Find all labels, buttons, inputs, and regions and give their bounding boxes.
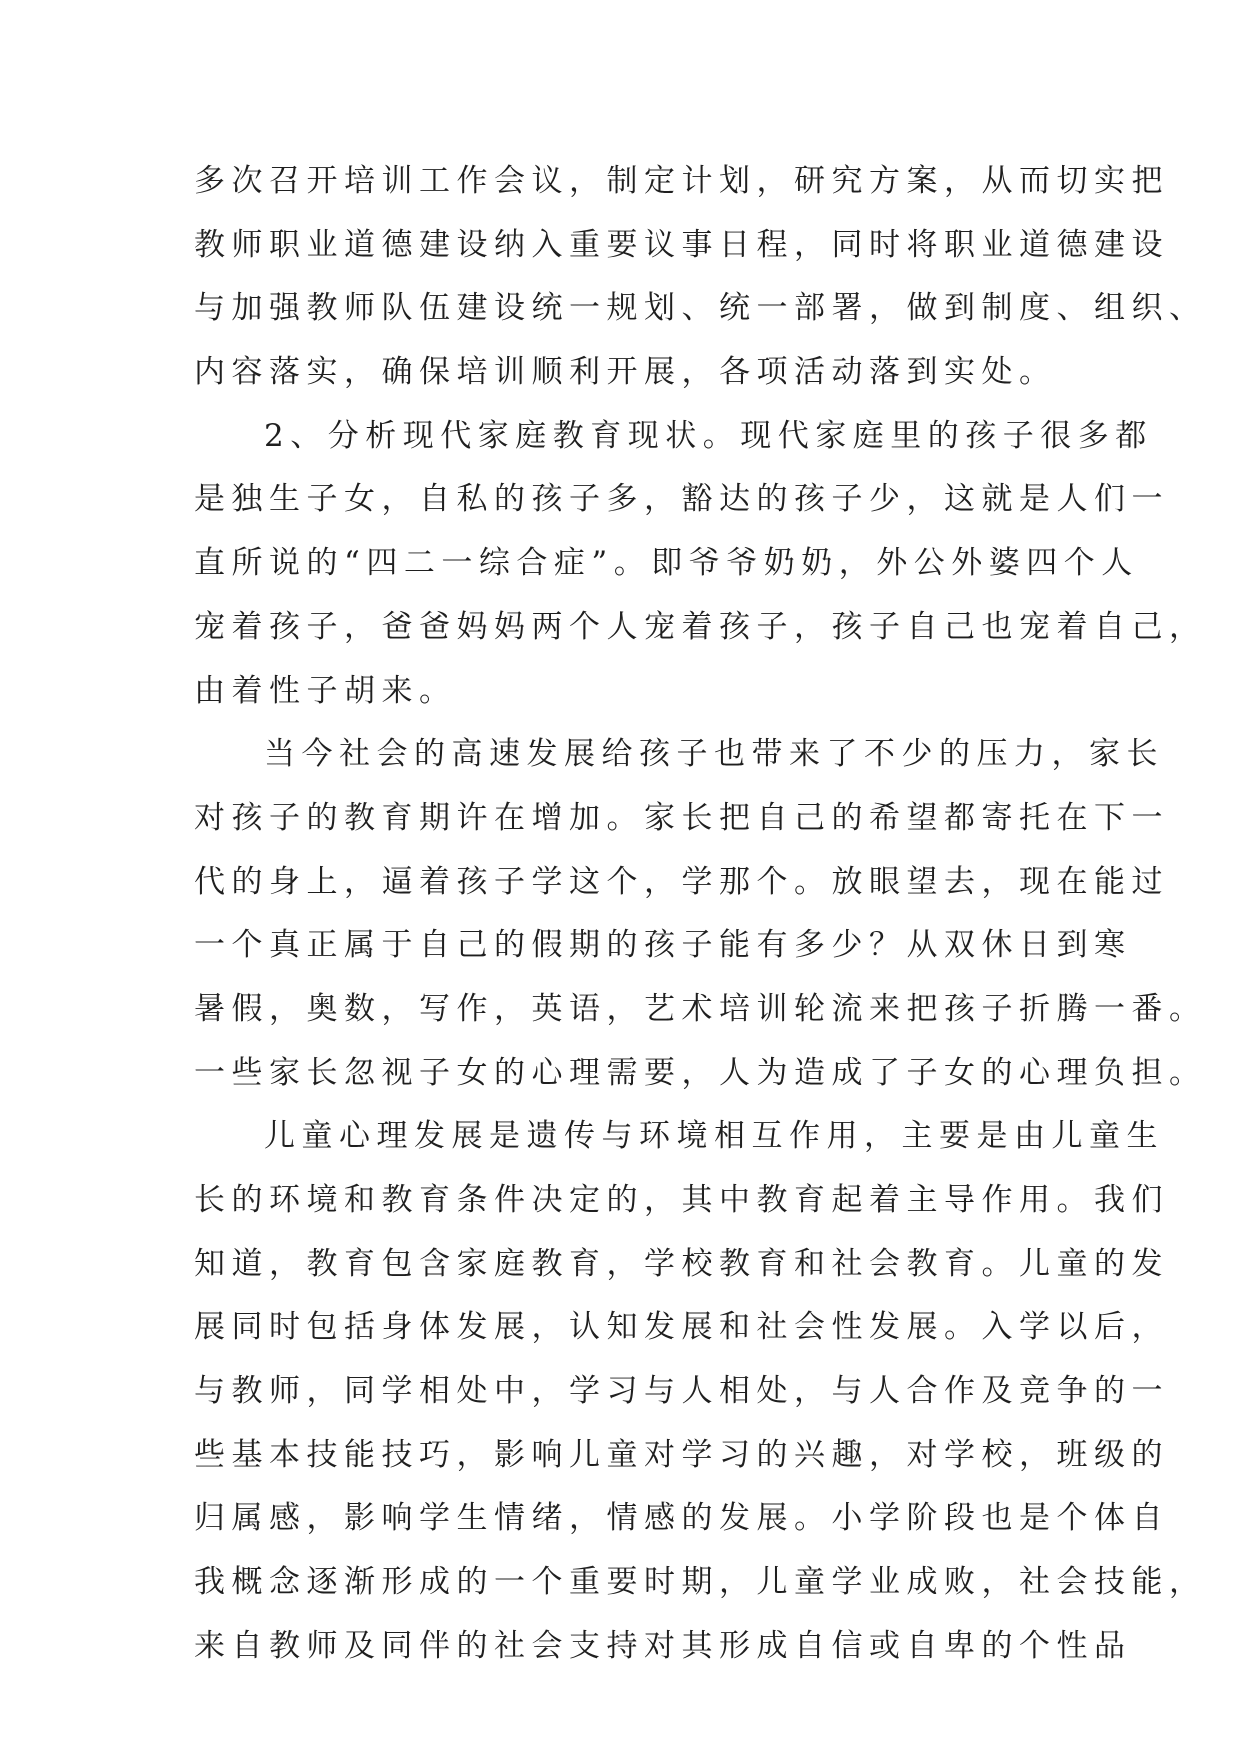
text-line: 直所说的“四二一综合症”。即爷爷奶奶，外公外婆四个人 bbox=[194, 545, 1139, 582]
text-line: 宠着孩子，爸爸妈妈两个人宠着孩子，孩子自己也宠着自己， bbox=[194, 608, 1207, 645]
paragraph-first-line: 2、分析现代家庭教育现状。现代家庭里的孩子很多都 bbox=[264, 417, 1153, 454]
text-line: 内容落实，确保培训顺利开展，各项活动落到实处。 bbox=[194, 354, 1057, 391]
text-line: 我概念逐渐形成的一个重要时期，儿童学业成败，社会技能， bbox=[194, 1564, 1207, 1601]
text-line: 归属感，影响学生情绪，情感的发展。小学阶段也是个体自 bbox=[194, 1500, 1169, 1537]
text-line: 来自教师及同伴的社会支持对其形成自信或自卑的个性品 bbox=[194, 1627, 1132, 1664]
text-line: 展同时包括身体发展，认知发展和社会性发展。入学以后， bbox=[194, 1309, 1169, 1346]
text-line: 与教师，同学相处中，学习与人相处，与人合作及竞争的一 bbox=[194, 1373, 1169, 1410]
text-line: 代的身上，逼着孩子学这个，学那个。放眼望去，现在能过 bbox=[194, 863, 1169, 900]
text-line: 教师职业道德建设纳入重要议事日程，同时将职业道德建设 bbox=[194, 226, 1169, 263]
paragraph-first-line: 儿童心理发展是遗传与环境相互作用，主要是由儿童生 bbox=[264, 1118, 1164, 1155]
text-line: 对孩子的教育期许在增加。家长把自己的希望都寄托在下一 bbox=[194, 799, 1169, 836]
text-line: 与加强教师队伍建设统一规划、统一部署，做到制度、组织、 bbox=[194, 290, 1207, 327]
text-line: 是独生子女，自私的孩子多，豁达的孩子少，这就是人们一 bbox=[194, 481, 1169, 518]
text-line: 暑假，奥数，写作，英语，艺术培训轮流来把孩子折腾一番。 bbox=[194, 990, 1207, 1027]
paragraph-first-line: 当今社会的高速发展给孩子也带来了不少的压力，家长 bbox=[264, 736, 1164, 773]
text-line: 知道，教育包含家庭教育，学校教育和社会教育。儿童的发 bbox=[194, 1245, 1169, 1282]
text-line: 多次召开培训工作会议，制定计划，研究方案，从而切实把 bbox=[194, 163, 1169, 199]
body-text bbox=[194, 150, 1207, 1679]
text-line: 些基本技能技巧，影响儿童对学习的兴趣，对学校，班级的 bbox=[194, 1436, 1169, 1473]
text-line: 长的环境和教育条件决定的，其中教育起着主导作用。我们 bbox=[194, 1182, 1169, 1218]
text-line: 一些家长忽视子女的心理需要，人为造成了子女的心理负担。 bbox=[194, 1054, 1207, 1091]
text-line: 由着性子胡来。 bbox=[194, 672, 457, 709]
text-line: 一个真正属于自己的假期的孩子能有多少？从双休日到寒 bbox=[194, 927, 1132, 964]
